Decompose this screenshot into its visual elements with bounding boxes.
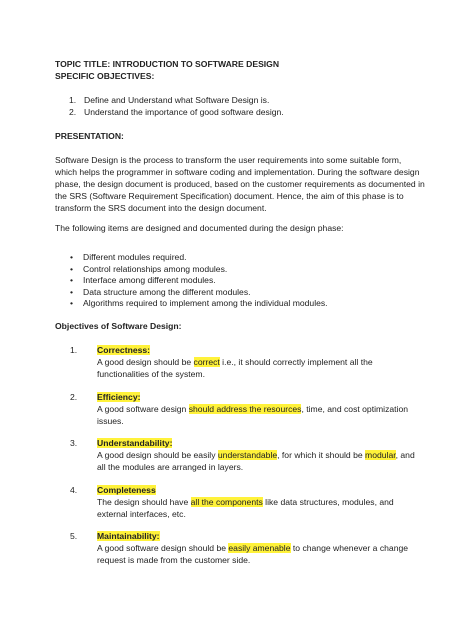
items-intro: The following items are designed and documented during the design phase:	[55, 223, 344, 233]
list-number: 2.	[69, 107, 77, 117]
bullet-item	[70, 297, 328, 309]
description-text: to change whenever a change request is made from the customer side.	[97, 543, 409, 565]
presentation-heading: PRESENTATION:	[55, 131, 124, 141]
description-text: The design should have	[97, 497, 191, 507]
objectives-heading: Objectives of Software Design:	[55, 321, 182, 331]
description-text: , for which it should be	[277, 450, 366, 460]
bullet-text: Algorithms required to implement among the individual modules.	[83, 298, 328, 308]
objective-title	[97, 484, 156, 496]
bullet-text: Data structure among the different modules.	[83, 286, 251, 297]
highlight: Maintainability:	[97, 531, 160, 541]
bullet-icon: •	[70, 298, 74, 308]
bullet-list	[70, 251, 328, 309]
bullet-icon: •	[70, 275, 74, 285]
highlight: correct	[193, 357, 220, 367]
bullet-item	[70, 286, 328, 298]
highlight: easily amenable	[228, 543, 291, 553]
objective-description	[97, 449, 417, 473]
bullet-text: Control relationships among modules.	[83, 263, 228, 274]
highlight: should address the resources	[188, 404, 302, 414]
bullet-icon: •	[70, 263, 74, 274]
objective-title	[97, 344, 150, 356]
highlight: Completeness	[97, 485, 156, 495]
objective-title	[97, 437, 172, 449]
list-number: 1.	[69, 95, 77, 105]
objective-number: 4.	[70, 485, 78, 495]
bullet-item	[70, 274, 328, 286]
highlight: all the components	[190, 497, 263, 507]
bullet-item	[70, 251, 328, 263]
highlight: Understandability:	[97, 438, 173, 448]
objective-title	[97, 530, 160, 542]
bullet-text: Interface among different modules.	[83, 275, 216, 285]
description-text: A good design should be easily	[97, 450, 218, 460]
highlight: Correctness:	[97, 345, 151, 355]
highlight: modular	[365, 450, 396, 460]
objective-description	[97, 403, 417, 427]
description-text: A good software design should be	[97, 543, 229, 553]
bullet-icon: •	[70, 252, 74, 262]
objective-description	[97, 542, 417, 566]
bullet-text: Different modules required.	[83, 252, 187, 262]
description-text: like data structures, modules, and external interfaces, etc.	[97, 497, 394, 519]
bullet-icon: •	[70, 286, 74, 297]
bullet-item	[70, 263, 328, 275]
objective-number: 5.	[70, 531, 78, 541]
specific-objectives-heading: SPECIFIC OBJECTIVES:	[55, 71, 155, 81]
objective-number: 1.	[70, 345, 78, 355]
objective-number: 3.	[70, 438, 78, 448]
highlight: understandable	[217, 450, 278, 460]
objective-description	[97, 356, 417, 380]
description-text: A good software design	[97, 404, 189, 414]
presentation-paragraph: Software Design is the process to transform the user requirements into some suitable form, which helps the programmer in software coding and implementation. During the software design phase, the design document is produced, based on the customer requirements as documented in the SRS (Software Requirement Specification) document. Hence, the aim of this phase is to transform the SRS document into the design document.	[55, 155, 425, 213]
objective-number: 2.	[70, 392, 78, 402]
description-text: , and all the modules are arranged in layers.	[97, 450, 415, 472]
highlight: Efficiency:	[97, 392, 141, 402]
topic-title: TOPIC TITLE: INTRODUCTION TO SOFTWARE DESIGN	[55, 59, 280, 69]
description-text: , time, and cost optimization issues.	[97, 404, 408, 426]
list-text: Define and Understand what Software Design is.	[84, 95, 270, 105]
description-text: A good design should be	[97, 357, 194, 367]
description-text: i.e., it should correctly implement all the functionalities of the system.	[97, 357, 373, 379]
objective-description	[97, 496, 417, 520]
list-text: Understand the importance of good software design.	[84, 107, 284, 117]
objective-title	[97, 391, 140, 403]
